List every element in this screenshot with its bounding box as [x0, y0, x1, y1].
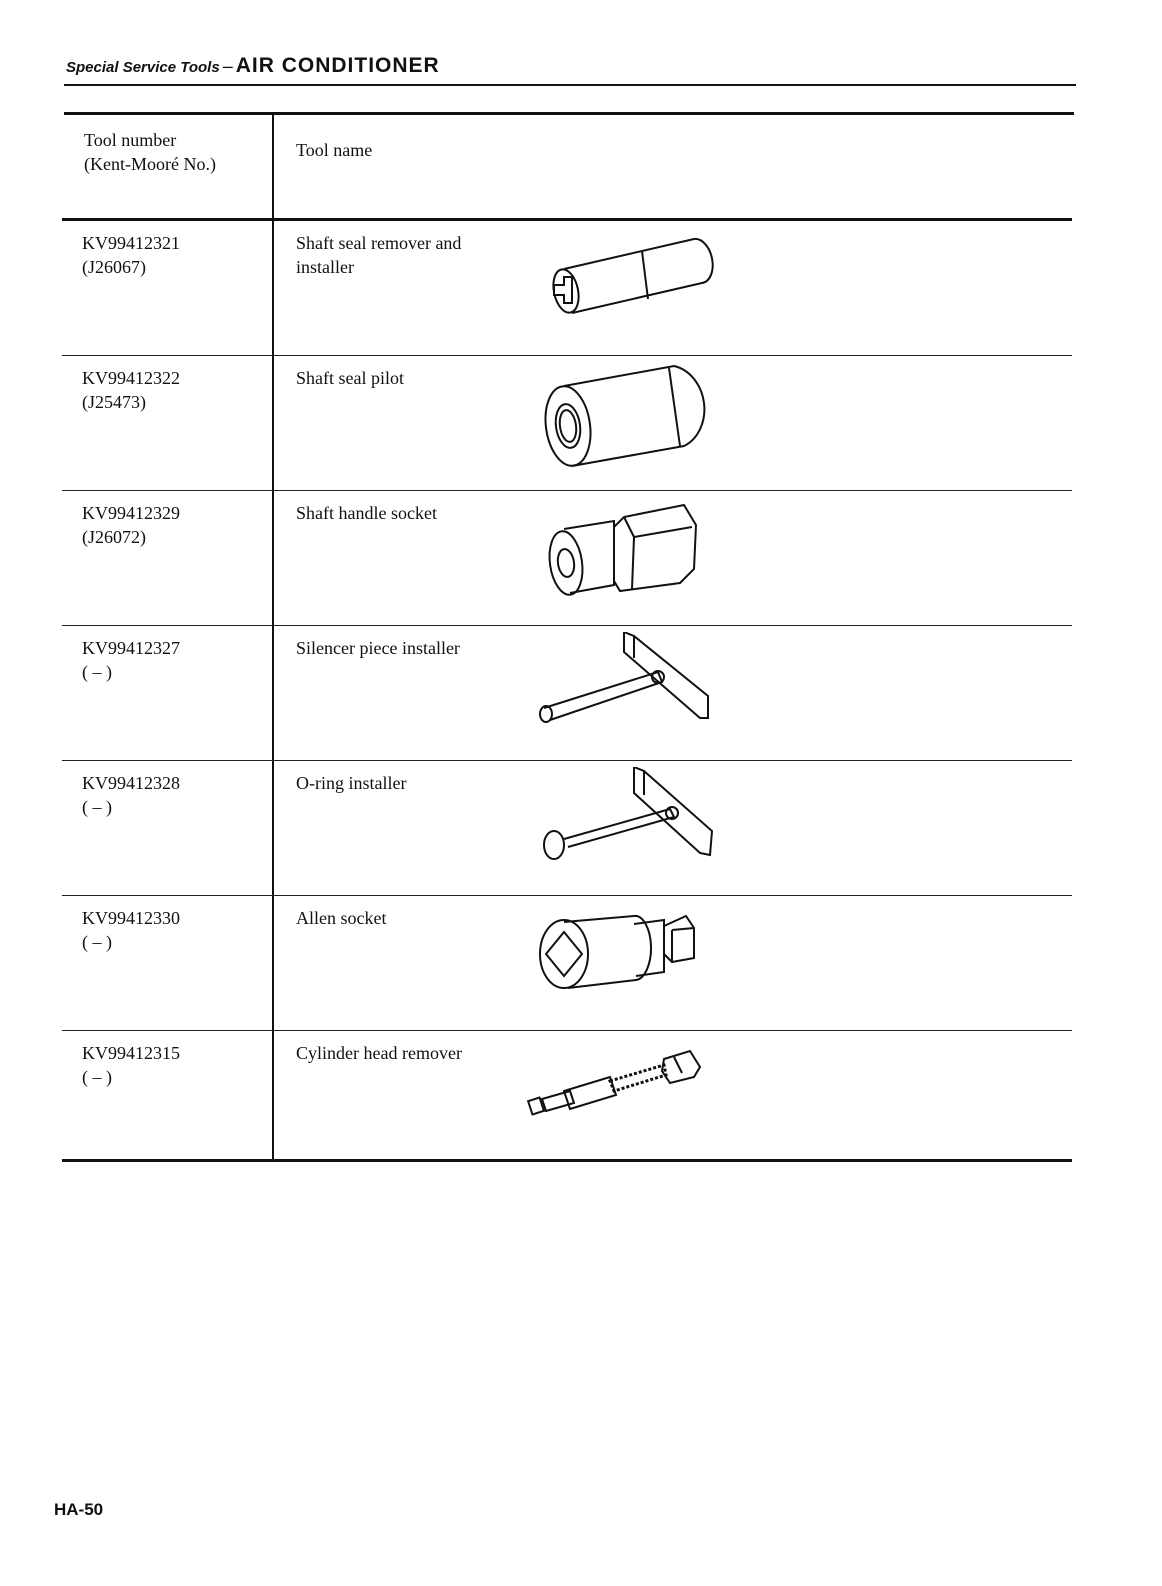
allen-socket-icon	[524, 902, 724, 1002]
tool-number-cell	[62, 626, 273, 761]
table-row	[62, 626, 1072, 761]
cylinder-head-remover-icon	[524, 1037, 724, 1127]
table-header-row	[62, 114, 1072, 220]
page-heading	[66, 54, 440, 78]
table-row	[62, 220, 1072, 356]
tool-name: Silencer piece installer	[296, 638, 460, 658]
col-tool-number-header: Tool number (Kent-Mooré No.)	[62, 114, 273, 220]
section-title: AIR CONDITIONER	[235, 54, 440, 77]
kent-moore-number: (J25473)	[82, 392, 146, 412]
tool-name: Shaft handle socket	[296, 503, 437, 523]
shaft-handle-socket-icon	[524, 497, 724, 607]
tool-name-cell	[273, 1031, 1072, 1161]
tool-name-cell	[273, 491, 1072, 626]
section-prefix: Special Service Tools	[66, 59, 220, 76]
kent-moore-number: (J26072)	[82, 527, 146, 547]
tool-name: Cylinder head remover	[296, 1043, 462, 1063]
tool-number: KV99412330	[82, 908, 180, 928]
special-tools-table	[62, 114, 1072, 1162]
col-tool-name-header: Tool name	[273, 114, 1072, 220]
shaft-seal-remover-icon	[524, 227, 724, 327]
kent-moore-number: ( – )	[82, 1067, 112, 1087]
tool-name-cell	[273, 626, 1072, 761]
tool-name-cell	[273, 220, 1072, 356]
table-row	[62, 761, 1072, 896]
heading-separator: –	[222, 56, 233, 76]
tool-name: Shaft seal pilot	[296, 368, 404, 388]
tool-name-cell	[273, 356, 1072, 491]
shaft-seal-pilot-icon	[524, 362, 724, 472]
silencer-installer-icon	[524, 632, 724, 742]
kent-moore-number: (J26067)	[82, 257, 146, 277]
table-row	[62, 356, 1072, 491]
tool-number: KV99412329	[82, 503, 180, 523]
tool-number-cell	[62, 491, 273, 626]
header-rule	[64, 84, 1076, 86]
tool-number-cell	[62, 220, 273, 356]
page-number: HA-50	[54, 1500, 104, 1519]
tool-name: Allen socket	[296, 908, 387, 928]
kent-moore-number: ( – )	[82, 797, 112, 817]
table-row	[62, 896, 1072, 1031]
tool-number: KV99412321	[82, 233, 180, 253]
tool-number: KV99412315	[82, 1043, 180, 1063]
tool-number: KV99412328	[82, 773, 180, 793]
tool-name-cell	[273, 896, 1072, 1031]
tool-number: KV99412322	[82, 368, 180, 388]
kent-moore-number: ( – )	[82, 662, 112, 682]
tool-name: Shaft seal remover and installer	[296, 233, 462, 277]
tool-number-cell	[62, 761, 273, 896]
tool-number-cell	[62, 896, 273, 1031]
tool-name: O-ring installer	[296, 773, 407, 793]
table-row	[62, 491, 1072, 626]
tool-number: KV99412327	[82, 638, 180, 658]
table-row	[62, 1031, 1072, 1161]
kent-moore-number: ( – )	[82, 932, 112, 952]
tool-name-cell	[273, 761, 1072, 896]
tool-number-cell	[62, 1031, 273, 1161]
tool-number-cell	[62, 356, 273, 491]
o-ring-installer-icon	[524, 767, 724, 877]
